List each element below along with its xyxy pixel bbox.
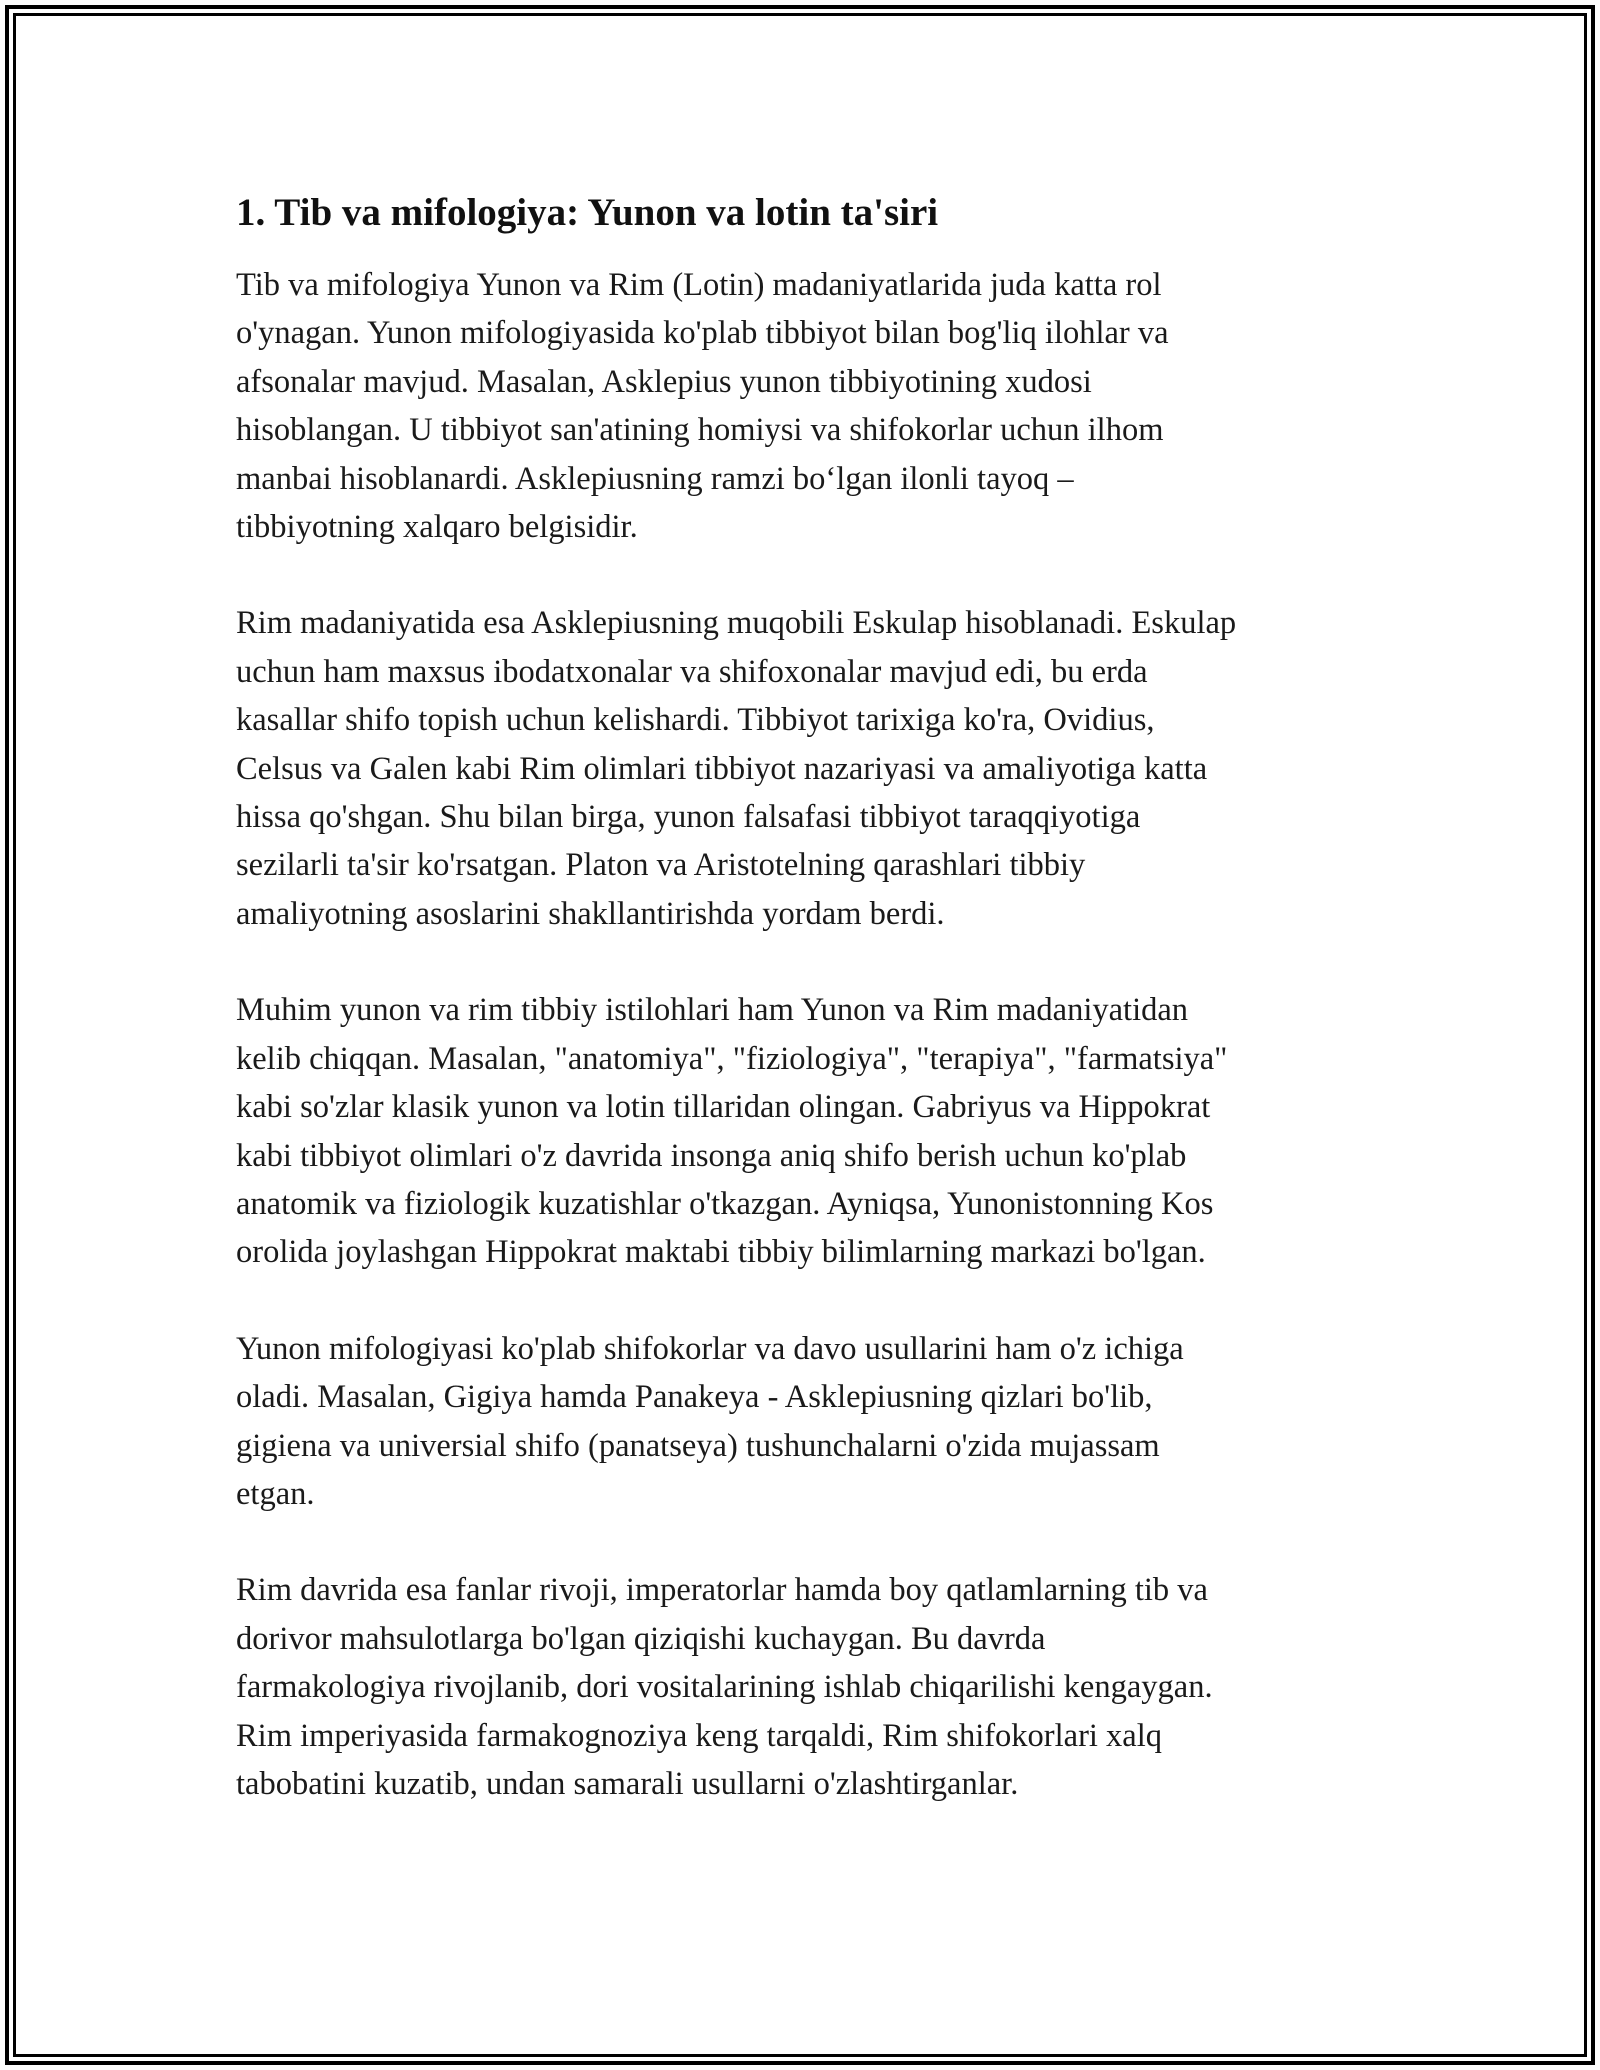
text-line: manbai hisoblanardi. Asklepiusning ramzi boʻlgan ilonli tayoq – (236, 460, 1074, 497)
text-line: etgan. (236, 1475, 315, 1512)
text-line: hisoblangan. U tibbiyot san'atining homiysi va shifokorlar uchun ilhom (236, 412, 1164, 449)
text-line: anatomik va fiziologik kuzatishlar o'tkazgan. Ayniqsa, Yunonistonning Kos (236, 1185, 1214, 1222)
document-body (236, 185, 1386, 1808)
text-line: gigiena va universial shifo (panatseya) tushunchalarni o'zida mujassam (236, 1427, 1160, 1464)
text-line: sezilarli ta'sir ko'rsatgan. Platon va Aristotelning qarashlari tibbiy (236, 847, 1086, 884)
text-line: Muhim yunon va rim tibbiy istilohlari ham Yunon va Rim madaniyatidan (236, 992, 1189, 1029)
paragraph-healing-deities (236, 1325, 1386, 1519)
text-line: amaliyotning asoslarini shakllantirishda yordam berdi. (236, 895, 945, 932)
text-line: oladi. Masalan, Gigiya hamda Panakeya - Asklepiusning qizlari bo'lib, (236, 1379, 1153, 1416)
text-line: dorivor mahsulotlarga bo'lgan qiziqishi kuchaygan. Bu davrda (236, 1620, 1046, 1657)
text-line: Yunon mifologiyasi ko'plab shifokorlar va davo usullarini ham o'z ichiga (236, 1330, 1184, 1367)
text-line: Rim davrida esa fanlar rivoji, imperatorlar hamda boy qatlamlarning tib va (236, 1572, 1208, 1609)
text-line: Tib va mifologiya Yunon va Rim (Lotin) madaniyatlarida juda katta rol (236, 267, 1162, 303)
text-line: Rim madaniyatida esa Asklepiusning muqobili Eskulap hisoblanadi. Eskulap (236, 605, 1237, 642)
text-line: hissa qo'shgan. Shu bilan birga, yunon falsafasi tibbiyot taraqqiyotiga (236, 799, 1141, 836)
text-line: Rim imperiyasida farmakognoziya keng tarqaldi, Rim shifokorlari xalq (236, 1717, 1163, 1754)
paragraph-medical-terms (236, 986, 1386, 1276)
section-heading: 1. Tib va mifologiya: Yunon va lotin ta'siri (236, 191, 939, 234)
text-line: tibbiyotning xalqaro belgisidir. (236, 509, 638, 546)
paragraph-roman-culture (236, 599, 1386, 938)
paragraph-roman-pharmacology (236, 1566, 1386, 1808)
text-line: afsonalar mavjud. Masalan, Asklepius yunon tibbiyotining xudosi (236, 363, 1092, 400)
text-line: orolida joylashgan Hippokrat maktabi tibbiy bilimlarning markazi bo'lgan. (236, 1234, 1206, 1271)
text-line: kabi tibbiyot olimlari o'z davrida insonga aniq shifo berish uchun ko'plab (236, 1137, 1187, 1174)
text-line: tabobatini kuzatib, undan samarali usullarni o'zlashtirganlar. (236, 1765, 1019, 1802)
text-line: uchun ham maxsus ibodatxonalar va shifoxonalar mavjud edi, bu erda (236, 653, 1148, 690)
text-line: kasallar shifo topish uchun kelishardi. Tibbiyot tarixiga ko'ra, Ovidius, (236, 702, 1155, 739)
text-line: kabi so'zlar klasik yunon va lotin tillaridan olingan. Gabriyus va Hippokrat (236, 1089, 1211, 1126)
text-line: o'ynagan. Yunon mifologiyasida ko'plab tibbiyot bilan bog'liq ilohlar va (236, 315, 1169, 352)
text-line: Celsus va Galen kabi Rim olimlari tibbiyot nazariyasi va amaliyotiga katta (236, 750, 1208, 787)
text-line: farmakologiya rivojlanib, dori vositalarining ishlab chiqarilishi kengaygan. (236, 1669, 1213, 1706)
paragraph-greek-mythology (236, 261, 1386, 551)
text-line: kelib chiqqan. Masalan, "anatomiya", "fiziologiya", "terapiya", "farmatsiya" (236, 1040, 1228, 1077)
